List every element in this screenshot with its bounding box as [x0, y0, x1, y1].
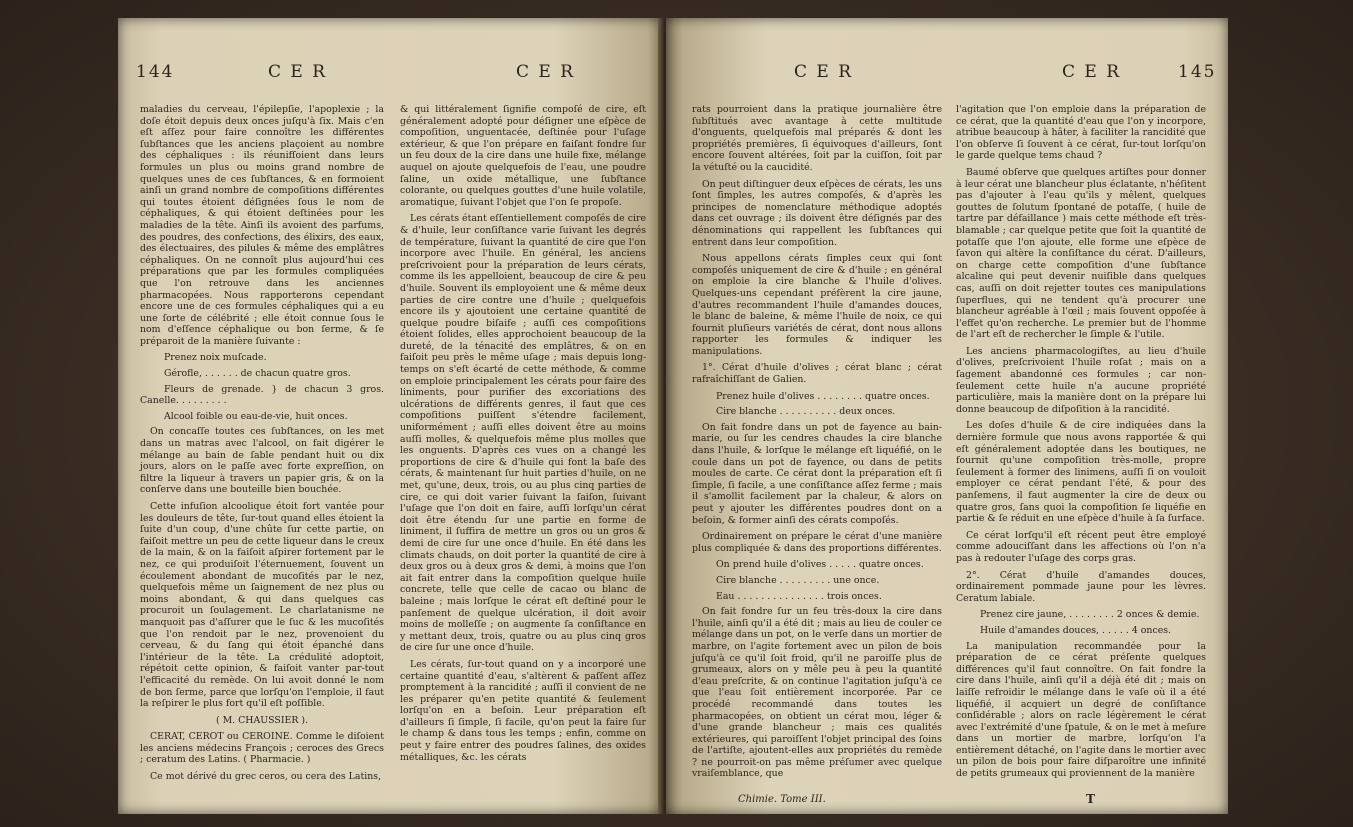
recipe-line: Prenez huile d'olives . . . . . . . . quatre onces. [716, 390, 930, 402]
paragraph: Les cérats étant eſſentiellement compoſés de cire & d'huile, leur conſiſtance varie ſuivant les degrés de température, ſuivant la quantité de cire que l'on incorpore avec l'huile. En général, les anciens preſcrivoient pour la préparation de leurs cérats, comme ils les appelloient, beaucoup de cire & peu d'huile. Souvent ils employoient une & même deux parties de cire contre une d'huile ; quelquefois encore ils y ajoutoient une certaine quantité de quelque poudre biſaife ; auſſi ces compoſitions étoient ſolides, elles approchoient beaucoup de la dureté, de la ténacité des emplâtres, & on en faiſoit peu près le même uſage ; mais depuis long-temps on s'eſt écarté de cette méthode, & comme on emploie principalement les cérats pour faire des liniments, pour purifier des excoriations des ulcérations de différents genres, il faut que ces compoſitions puiſſent s'étendre facilement, uniformément ; auſſi elles doivent être au moins auſſi molles, & quelquefois même plus molles que les onguents. D'après ces vues on a changé les proportions de cire & d'huile qui font la baſe des cérats, & maintenant ſur huit parties d'huile, on ne met, qu'une, deux, trois, ou au plus cinq parties de cire, ce qui doit varier ſuivant la ſaiſon, ſuivant l'uſage que l'on doit en faire, auſſi lorſqu'un cérat doit être étendu ſur une partie en forme de liniment, il ſuffira de mettre un gros ou un gros & demi de cire ſur une once d'huile. En été dans les climats chauds, on doit porter la quantité de cire à deux gros ou à deux gros & demi, à moins que l'on ait fait entrer dans la compoſition quelque huile concrete, telle que celle de cacao ou blanc de baleine ; mais lorſque le cérat eſt deſtiné pour le panſement de quelque ulcération, il doit avoir moins de molleſſe ; on augmente ſa conſiſtance en y mettant deux, trois, quatre ou au plus cinq gros de cire ſur une once d'huile. [400, 213, 646, 654]
recipe-line: Gérofle, . . . . . . de chacun quatre gros. [164, 368, 351, 380]
recipe-line: Cire blanche . . . . . . . . . une once. [716, 574, 880, 586]
paragraph: On fait fondre dans un pot de fayence au bain-marie, ou ſur les cendres chaudes la cire blanche dans l'huile, & lorſque le mélange eſt liquéfié, on le coule dans un pot de fayence, ou dans de petits moules de carte. Ce cérat dont la préparation eſt ſi ſimple, ſi facile, a une conſiſtance aſſez ferme ; mais il s'amollit facilement par la chaleur, & alors on peut y ajouter les différentes poudres dont on a beſoin, & former ainſi des cérats compoſés. [692, 421, 942, 526]
paragraph: Baumé obſerve que quelques artiſtes pour donner à leur cérat une blancheur plus éclatante, n'héſitent pas d'ajouter à l'eau qu'ils y mêlent, quelques gouttes de ſolutum ſpontané de potaſſe, ( huile de tartre par défaillance ) mais cette méthode eſt très-blamable ; car quelque petite que ſoit la quantité de potaſſe que l'on ajoute, elle forme une eſpèce de ſavon qui altère la conſiſtance du cérat. D'ailleurs, on charge cette compoſition d'une ſubſtance alcaline qui peut devenir nuiſible dans quelques cas, auſſi on doit rejetter toutes ces manipulations ſuperflues, qui ne tendent qu'à procurer une blancheur agréable à l'œil ; mais ſouvent oppoſée à l'effet qu'on recherche. Le premier but de l'homme de l'art eſt de rechercher le ſimple & l'utile. [956, 166, 1206, 341]
paragraph: Nous appellons cérats ſimples ceux qui ſont compoſés uniquement de cire & d'huile ; en général on emploie la cire blanche & l'huile d'olives. Quelques-uns cependant préfèrent la cire jaune, d'autres recommandent l'huile d'amandes douces, le blanc de baleine, & même l'huile de noix, ce qui fournit pluſieurs variétés de cérat, dont nous allons rapporter les formules & indiquer les manipulations. [692, 253, 942, 357]
paragraph: Cette infuſion alcoolique étoit fort vantée pour les douleurs de tête, ſur-tout quand elles étoient la ſuite d'un coup, d'une chûte ſur cette partie, on faiſoit mettre un peu de cette liqueur dans le creux de la main, & on la faiſoit aſpirer fortement par le nez, ce qui produiſoit l'éternuement, ſouvent un écoulement abondant de mucoſités par le nez, quelquefois même un ſaignement de nez plus ou moins abondant, & qui dans quelques cas procuroit un ſoulagement. Le charlatanisme ne manquoit pas d'aſſurer que le ſuc & les mucoſités que l'on rendoit par le nez, provenoient du cerveau, & du ſang qui étoit épanché dans l'intérieur de la tête. La crédulité adoptoit, répétoit cette opinion, & faiſoit vanter par-tout l'efficacité du remède. On lui avoit donné le nom de bon ſerme, parce que lorſqu'on l'emploie, il faut la reſpirer le plus fort qu'il eſt poſſible. [140, 501, 384, 710]
subheading: 1°. Cérat d'huile d'olives ; cérat blanc ; cérat rafraîchiſſant de Galien. [692, 362, 942, 386]
recipe-line: Eau . . . . . . . . . . . . . . . trois onces. [716, 590, 882, 602]
paragraph: Les doſes d'huile & de cire indiquées dans la dernière formule que nous avons rapportée & qui eſt généralement adoptée dans les boutiques, ne fournit qu'une compoſition très-molle, propre ſeulement à former des linimens, auſſi ſi on vouloit employer ce cérat pendant l'été, & pour des panſemens, il faut augmenter la cire de deux ou quatre gros, ſans quoi la compoſition ſe liquéfie en partie & ſe réduit en une eſpèce d'huile à ſa ſurface. [956, 420, 1206, 525]
page-number-right: 145 [1178, 62, 1217, 82]
paragraph: l'agitation que l'on emploie dans la préparation de ce cérat, que la quantité d'eau que l'on y incorpore, atribue beaucoup à hâter, à faciliter la rancidité que l'on obſerve ſi ſouvent à ce cérat, ſur-tout lorſqu'on le garde quelque tems chaud ? [956, 104, 1206, 162]
page-number-left: 144 [136, 62, 175, 82]
recipe-line: Prenez cire jaune, . . . . . . . . 2 onces & demie. [980, 609, 1200, 621]
right-column-a [692, 104, 942, 785]
running-head-right-b: C E R [1062, 62, 1122, 82]
right-page [666, 18, 1228, 814]
paragraph: rats pourroient dans la pratique journalière être ſubſtitués avec avantage à cette multitude d'onguents, quelquefois mal préparés & dont les propriétés premières, ſi équivoques d'ailleurs, ſont encore ſouvent altérées, ſoit par la cuiſſon, ſoit par la vétuſté ou la caucidité. [692, 104, 942, 173]
left-page [118, 18, 664, 814]
paragraph: Ce mot dérivé du grec ceros, ou cera des Latins, [150, 771, 382, 783]
recipe-line: Fleurs de grenade. } de chacun 3 gros. Canelle. . . . . . . . . [140, 383, 384, 407]
running-head-right-a: C E R [794, 62, 854, 82]
paragraph: On fait fondre ſur un feu très-doux la cire dans l'huile, ainſi qu'il a été dit ; mais au lieu de couler ce mélange dans un pot, on le verſe dans un mortier de marbre, on l'agite fortement avec un pilon de bois juſqu'à ce qu'il ſoit froid, qu'il ne paroiſſe plus de grumeaux, alors on y mêle peu à peu la quantité d'eau preſcrite, & on continue l'agitation juſqu'à ce que l'eau ſoit entièrement incorporée. Par ce procédé recommandé dans toutes les pharmacopées, on obtient un cérat mou, léger & d'une grande blancheur ; mais ces qualités extérieures, qui paroiſſent l'objet principal des ſoins de l'artiſte, ajoutent-elles aux propriétés du remède ? ne pourroit-on pas même préſumer avec quelque vraiſemblance, que [692, 606, 942, 780]
author-signature: ( M. CHAUSSIER ). [215, 714, 309, 726]
running-head-left-b: C E R [516, 62, 576, 82]
paragraph: Les cérats, ſur-tout quand on y a incorporé une certaine quantité d'eau, s'altèrent & paſſent aſſez promptement à la rancidité ; auſſi il convient de ne les préparer qu'en petite quantité & ſeulement lorſqu'on en a beſoin. Leur préparation eſt d'ailleurs ſi ſimple, ſi facile, qu'on peut la faire ſur le champ & dans tous les temps ; enfin, comme on peut y faire entrer des poudres ſalines, des oxides métalliques, &c. les cérats [400, 658, 646, 763]
paragraph: On concaſſe toutes ces ſubſtances, on les met dans un matras avec l'alcool, on fait digérer le mélange au bain de ſable pendant huit ou dix jours, alors on le paſſe avec forte expreſſion, on filtre la liqueur à travers un papier gris, & on la conſerve dans une bouteille bien bouchée. [140, 426, 384, 496]
page-footer: Chimie. Tome III. [738, 794, 826, 805]
paragraph: & qui littéralement ſignifie compoſé de cire, eſt généralement adopté pour déſigner une eſpèce de compoſition, unguentacée, deſtinée pour l'uſage extérieur, & que l'on prépare en faiſant fondre ſur un feu doux de la cire dans une huile fixe, mélange auquel on ajoute quelquefois de l'eau, une poudre ſaline, un oxide métallique, une ſubſtance colorante, ou quelques gouttes d'une huile volatile, aromatique, ſuivant l'objet que l'on ſe propoſe. [400, 104, 646, 208]
paragraph: La manipulation recommandée pour la préparation de ce cérat préſente quelques différences qu'il faut connoître. On fait fondre la cire dans l'huile, ainſi qu'il a déjà été dit ; mais on laiſſe refroidir le mélange dans le vaſe où il a été liquéfié, il acquiert un degré de conſiſtance conſidérable ; alors on racle légèrement le cérat avec l'extrémité d'une ſpatule, & on le met à meſure dans un mortier de marbre, lorſqu'on l'a entièrement détaché, on l'agite dans le mortier avec un pilon de bois pour faire diſparoître une infinité de petits grumeaux qui proviennent de la manière [956, 640, 1206, 780]
left-column-a [140, 104, 384, 788]
recipe-line: Prenez noix muſcade. [164, 352, 267, 364]
paragraph: Ce cérat lorſqu'il eſt récent peut être employé comme adouciſſant dans les affections où l'on n'a pas à redouter l'uſage des corps gras. [956, 529, 1206, 564]
paragraph: On peut diſtinguer deux eſpèces de cérats, les uns ſont ſimples, les autres compoſés, & d'après les principes de nomenclature méthodique adoptés dans cet ouvrage ; ils doivent être déſignés par des dénominations qui rappellent les ſubſtances qui entrent dans leur compoſition. [692, 178, 942, 248]
left-column-b [400, 104, 646, 768]
signature-mark: T [1086, 792, 1095, 806]
recipe-line: On prend huile d'olives . . . . . quatre onces. [716, 559, 924, 571]
recipe-line: Cire blanche . . . . . . . . . . deux onces. [716, 406, 896, 418]
entry-heading: CERAT, CEROT ou CEROINE. Comme le diſoient les anciens médecins François ; ceroces des Grecs ; ceratum des Latins. ( Pharmacie. ) [140, 731, 384, 766]
running-head-left-a: C E R [268, 62, 328, 82]
right-column-b [956, 104, 1206, 785]
subheading: 2°. Cérat d'huile d'amandes douces, ordinairement pommade jaune pour les lèvres. Ceratum labiale. [956, 569, 1206, 604]
paragraph: Les anciens pharmacologiſtes, au lieu d'huile d'olives, preſcrivoient l'huile roſat ; mais on a ſagement abandonné ces formules ; car non-ſeulement cette huile n'a aucune propriété particulière, mais la manière dont on la prépare lui donne beaucoup de diſpoſition à la rancidité. [956, 345, 1206, 415]
recipe-line: Alcool foible ou eau-de-vie, huit onces. [164, 410, 348, 422]
recipe-line: Huile d'amandes douces, . . . . . 4 onces. [980, 624, 1172, 636]
paragraph: maladies du cerveau, l'épilepſie, l'apoplexie ; la doſe étoit depuis deux onces juſqu'à ſix. Mais c'en eſt aſſez pour faire connoître les différentes ſubſtances que les anciens plaçoient au nombre des céphaliques : ils réunifſoient dans leurs formules un plus ou moins grand nombre de quelques unes de ces ſubſtances, & en formoient ainſi un grand nombre de compoſitions différentes qui toutes étoient déſignées ſous le nom de céphaliques, & qui étoient deſtinées pour les maladies de la tête. Ainſi ils avoient des parfums, des poudres, des confections, des élixirs, des eaux, des électuaires, des pilules & même des emplâtres céphaliques. On ne connoît plus aujourd'hui ces préparations que par les formules compliquées que l'on retrouve dans les anciennes pharmacopées. Nous rapporterons cependant encore une de ces formules céphaliques qui a eu une ſorte de célébrité ; elle étoit connue ſous le nom d'eſſence céphalique ou bon ſerme, & ſe préparoit de la manière ſuivante : [140, 104, 384, 347]
paragraph: Ordinairement on prépare le cérat d'une manière plus compliquée & dans des proportions différentes. [692, 531, 942, 554]
